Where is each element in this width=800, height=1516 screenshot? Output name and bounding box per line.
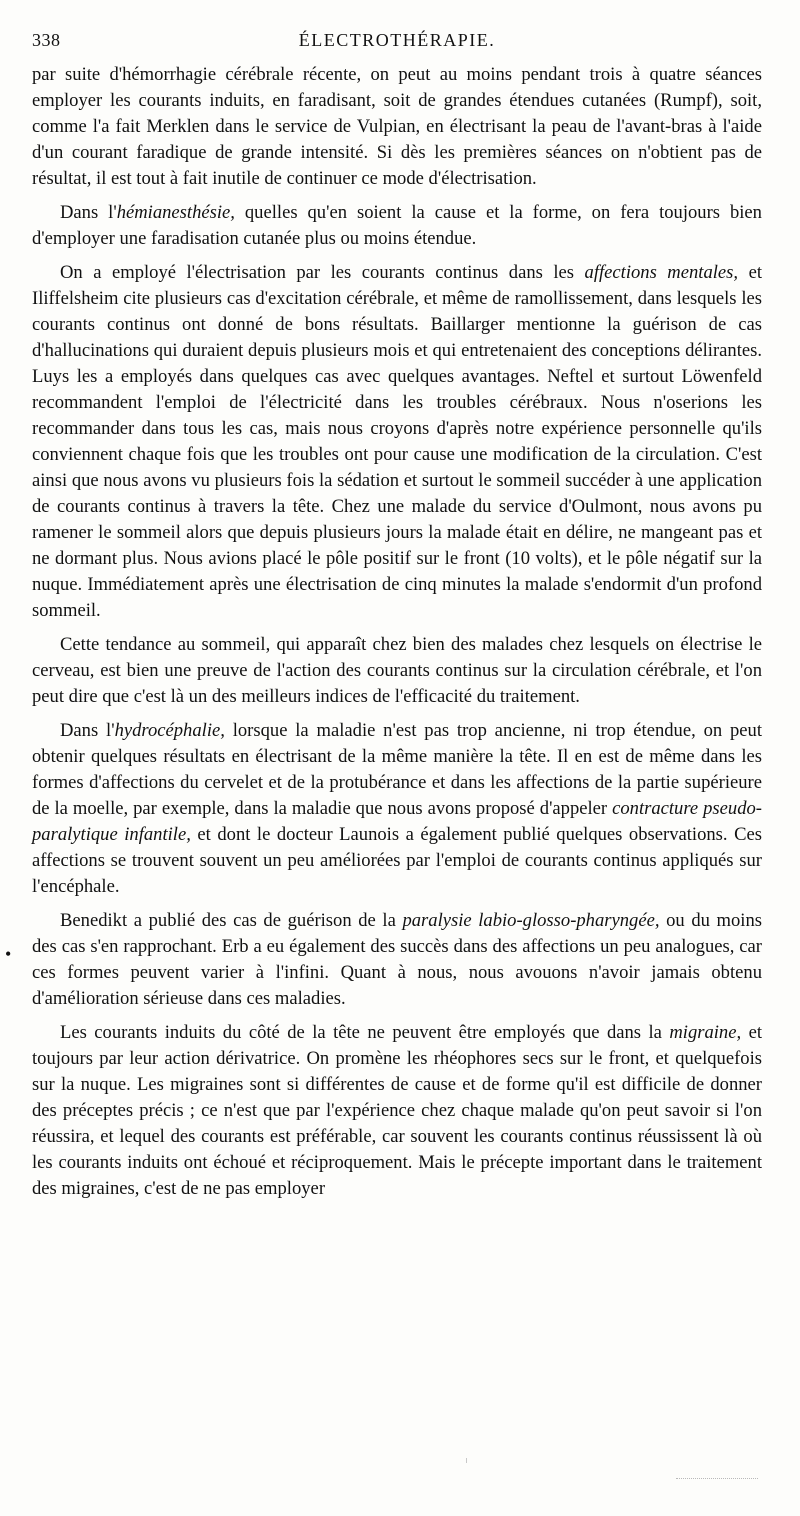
paragraph [32,908,762,1012]
text-run: Les courants induits du côté de la tête ne peuvent être employés que dans la [60,1022,670,1043]
paragraph [32,260,762,624]
text-run: quelles qu'en soient la cause et la forme, on fera toujours bien d'employer une faradisation cutanée plus ou moins étendue. [32,202,762,249]
margin-mark: • [5,944,12,964]
page-number: 338 [32,30,61,50]
text-run: Dans l' [60,720,115,741]
print-smudge [676,1478,758,1480]
paragraph [32,632,762,710]
page-header [32,30,762,56]
paragraph [32,62,762,192]
text-run: Dans l' [60,202,117,223]
paragraph [32,200,762,252]
italic-term: hydrocéphalie, [114,720,225,741]
running-title: ÉLECTROTHÉRAPIE. [298,30,496,50]
italic-term: hémianesthésie, [116,202,235,223]
text-run: ou du moins des cas s'en rapprochant. Erb a eu également des succès dans des affections un peu analogues, car ces formes peuvent varier à l'infini. Quant à nous, nous avouons n'avoir jamais obtenu d'amélioration sérieuse dans ces maladies. [32,910,762,1009]
paragraph [32,1020,762,1202]
text-run: et toujours par leur action dérivatrice. On promène les rhéophores secs sur le front, et quelquefois sur la nuque. Les migraines sont si différentes de cause et de forme qu'il est difficile de donner des préceptes précis ; ce n'est que par l'expérience chez chaque malade qu'on peut savoir si l'on réussira, et lequel des courants est préférable, car souvent les courants continus réussissent là où les courants induits ont échoué et réciproquement. Mais le précepte important dans le traitement des migraines, c'est de ne pas employer [32,1022,763,1199]
text-run: Benedikt a publié des cas de guérison de la [60,910,403,931]
text-run: et dont le docteur Launois a également publié quelques observations. Ces affections se trouvent souvent un peu améliorées par l'emploi de courants continus appliqués sur l'encéphale. [32,824,762,897]
text-run: lorsque la maladie n'est pas trop ancienne, ni trop étendue, on peut obtenir quelques résultats en électrisant de la même manière la tête. Il en est de même dans les formes d'affections du cervelet et de la protubérance et dans les affections de la partie supérieure de la moelle, par exemple, dans la maladie que nous avons proposé d'appeler [32,720,762,819]
text-run: Cette tendance au sommeil, qui apparaît chez bien des malades chez lesquels on électrise le cerveau, est bien une preuve de l'action des courants continus sur la circulation cérébrale, et l'on peut dire que c'est là un des meilleurs indices de l'efficacité du traitement. [32,634,762,707]
paragraph [32,718,762,900]
page-body [32,62,762,1210]
italic-term: migraine, [669,1022,742,1043]
text-run: par suite d'hémorrhagie cérébrale récente, on peut au moins pendant trois à quatre séances employer les courants induits, en faradisant, soit de grandes étendues cutanées (Rumpf), soit, comme l'a fait Merklen dans le service de Vulpian, en électrisant la peau de l'avant-bras à l'aide d'un courant faradique de grande intensité. Si dès les premières séances on n'obtient pas de résultat, il est tout à fait inutile de continuer ce mode d'électrisation. [32,64,762,189]
print-speck [466,1458,467,1463]
italic-term: contracture pseudo-paralytique infantile, [32,798,762,845]
italic-term: paralysie labio-glosso-pharyngée, [402,910,660,931]
text-run: On a employé l'électrisation par les courants continus dans les [60,262,585,283]
italic-term: affections mentales, [584,262,739,283]
text-run: et Iliffelsheim cite plusieurs cas d'excitation cérébrale, et même de ramollissement, dans lesquels les courants continus ont donné de bons résultats. Baillarger mentionne la guérison de cas d'hallucinations qui duraient depuis plusieurs mois et qui entretenaient des conceptions délirantes. Luys les a employés dans quelques cas avec quelques avantages. Neftel et surtout Löwenfeld recommandent l'emploi de l'électricité dans les troubles cérébraux. Nous n'oserions les recommander dans tous les cas, mais nous croyons d'après notre expérience personnelle qu'ils conviennent chaque fois que les troubles ont pour cause une modification de la circulation. C'est ainsi que nous avons vu plusieurs fois la sédation et surtout le sommeil succéder à une application de courants continus à travers la tête. Chez une malade du service d'Oulmont, nous avons pu ramener le sommeil alors que depuis plusieurs jours la malade était en délire, ne mangeant pas et ne dormant plus. Nous avions placé le pôle positif sur le front (10 volts), et le pôle négatif sur la nuque. Immédiatement après une électrisation de cinq minutes la malade s'endormit d'un profond sommeil. [32,262,762,621]
